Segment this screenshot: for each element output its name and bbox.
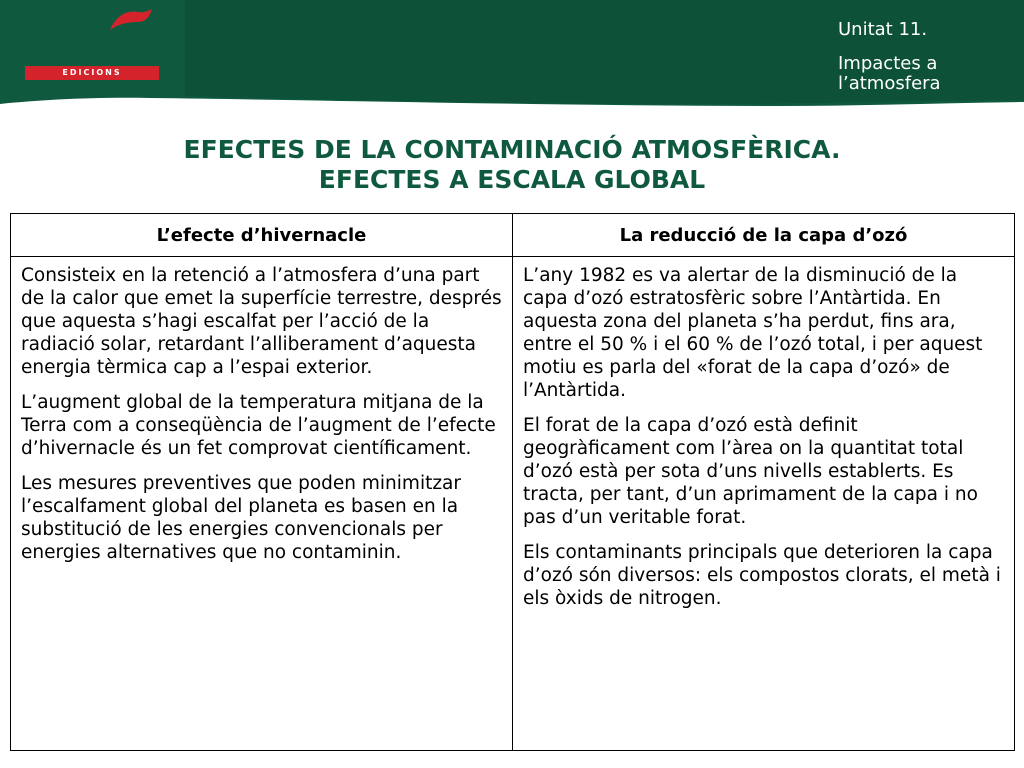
ozone-paragraph-2: El forat de la capa d’ozó està definit geogràficament com l’àrea on la quantitat total d’ozó està per sota d’uns nivells establerts. Es tracta, per tant, d’un aprimament de la capa i no pas d’un veritable forat.	[523, 415, 978, 528]
unit-number: Unitat 11.	[838, 19, 928, 40]
greenhouse-paragraph-2: L’augment global de la temperatura mitjana de la Terra com a conseqüència de l’augment de l’efecte d’hivernacle és un fet comprovat científicament.	[21, 392, 496, 459]
unit-topic: Impactes a l’atmosfera	[838, 53, 941, 94]
greenhouse-paragraph-1: Consisteix en la retenció a l’atmosfera d’una part de la calor que emet la superfície terrestre, després que aquesta s’hagi escalfat per l’acció de la radiació solar, retardant l’alliberament d’aquesta energia tèrmica cap a l’espai exterior.	[21, 265, 502, 378]
greenhouse-cell	[11, 257, 513, 751]
page-title-line2: EFECTES A ESCALA GLOBAL	[318, 165, 706, 194]
ozone-cell	[513, 257, 1015, 751]
logo-name: Castellnou	[22, 30, 160, 61]
ozone-paragraph-3: Els contaminants principals que deterioren la capa d’ozó són diversos: els compostos clorats, el metà i els òxids de nitrogen.	[523, 542, 1001, 609]
effects-table	[10, 213, 1015, 751]
unit-label	[838, 20, 1018, 94]
ozone-paragraph-1: L’any 1982 es va alertar de la disminució de la capa d’ozó estratosfèric sobre l’Antàrtida. En aquesta zona del planeta s’ha perdut, fins ara, entre el 50 % i el 60 % de l’ozó total, i per aquest motiu es parla del «forat de la capa d’ozó» de l’Antàrtida.	[523, 265, 983, 401]
logo-sub: EDICIONS	[25, 66, 159, 80]
column-header-ozone: La reducció de la capa d’ozó	[513, 214, 1015, 257]
page-title-line1: EFECTES DE LA CONTAMINACIÓ ATMOSFÈRICA.	[183, 135, 841, 164]
castellnou-logo	[22, 8, 162, 78]
greenhouse-paragraph-3: Les mesures preventives que poden minimitzar l’escalfament global del planeta es basen en la substitució de les energies convencionals per energies alternatives que no contaminin.	[21, 473, 461, 563]
table-header-row	[11, 214, 1015, 257]
table-row	[11, 257, 1015, 751]
page-title	[0, 135, 1024, 195]
column-header-greenhouse: L’efecte d’hivernacle	[11, 214, 513, 257]
flag-icon	[108, 8, 154, 32]
